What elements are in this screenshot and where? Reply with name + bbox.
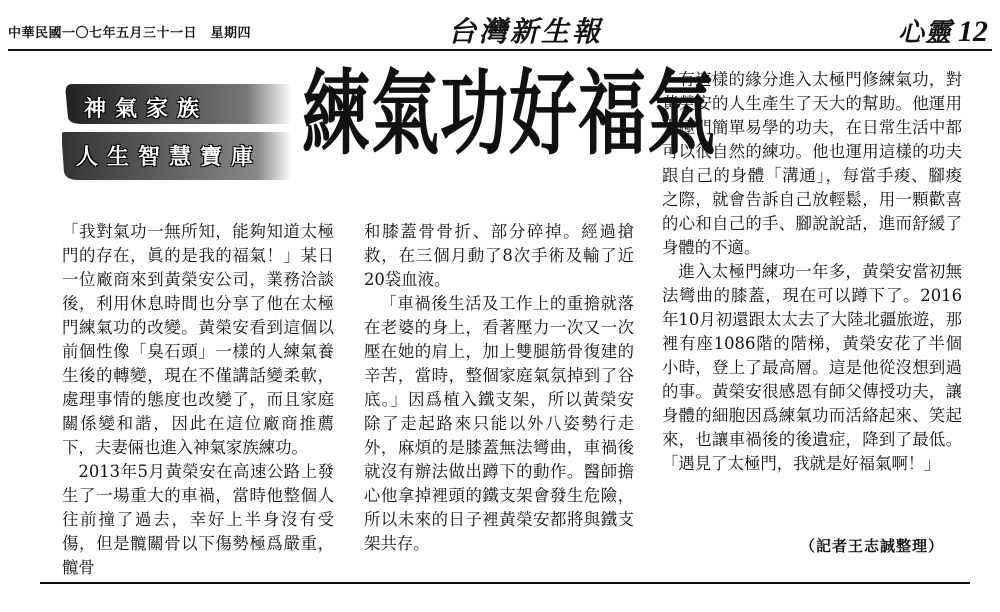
issue-date: 中華民國一〇七年五月三十一日 星期四 — [8, 26, 252, 41]
article-paragraph: 和膝蓋骨骨折、部分碎掉。經過搶救，在三個月動了8次手術及輸了近20袋血液。 — [364, 222, 634, 289]
article-byline: （記者王志誠整理） — [800, 537, 945, 555]
page-header — [8, 10, 992, 50]
page-number: 12 — [958, 15, 988, 48]
article-paragraph: 有這樣的緣分進入太極門修練氣功，對黃榮安的人生產生了天大的幫助。他運用太極門簡單易學的功夫，在日常生活中都可以很自然的練功。他也運用這樣的功夫跟自己的身體「溝通」，每當手痠、腳痠之際，就會告訴自己放輕鬆，用一顆歡喜的心和自己的手、腳說說話，進而舒緩了身體的不適。 — [662, 70, 962, 257]
banner-line-2: 人生智慧寶庫 — [76, 144, 263, 170]
article-column-2 — [364, 220, 634, 556]
section-label — [898, 12, 988, 49]
article-paragraph: 進入太極門練功一年多，黃榮安當初無法彎曲的膝蓋，現在可以蹲下了。2016年10月初還跟太太去了大陸北疆旅遊，那裡有座1086階的階梯，黃榮安花了半個小時，登上了最高層。這是他從沒想到過的事。黃榮安很感恩有師父傳授功夫，讓身體的細胞因爲練氣功而活絡起來、笑起來，也讓車禍後的後遺症，降到了最低。「遇見了太極門，我就是好福氣啊！」 — [662, 262, 962, 473]
article-column-3 — [662, 68, 962, 476]
article-paragraph: 「車禍後生活及工作上的重擔就落在老婆的身上，看著壓力一次又一次壓在她的肩上，加上雙腿筋骨復建的辛苦，當時，整個家庭氣氛掉到了谷底。」因爲植入鐵支架，所以黃榮安除了走起路來只能以外八姿勢行走外，麻煩的是膝蓋無法彎曲，車禍後就沒有辦法做出蹲下的動作。醫師擔心他拿掉裡頭的鐵支架會發生危險，所以未來的日子裡黃榮安都將與鐵支架共存。 — [364, 294, 634, 553]
article-paragraph: 「我對氣功一無所知，能夠知道太極門的存在，眞的是我的福氣！」某日一位廠商來到黃榮安公司，業務洽談後，利用休息時間也分享了他在太極門練氣功的改變。黃榮安看到這個以前個性像「臭石頭」一樣的人練氣養生後的轉變，現在不僅講話變柔軟，處理事情的態度也改變了，而且家庭關係變和諧，因此在這位廠商推薦下，夫妻倆也進入神氣家族練功。 — [62, 222, 334, 457]
header-divider — [8, 49, 992, 51]
article-headline: 練氣功好福氣 — [302, 60, 717, 169]
article-paragraph: 2013年5月黃榮安在高速公路上發生了一場重大的車禍，當時他整個人往前撞了過去，幸好上半身沒有受傷，但是髖關骨以下傷勢極爲嚴重，髖骨 — [62, 462, 334, 577]
article-column-1 — [62, 220, 334, 580]
banner-line-1: 神氣家族 — [84, 96, 209, 122]
newspaper-masthead: 台灣新生報 — [448, 15, 604, 48]
column-banner — [62, 78, 292, 188]
section-name: 心靈 — [897, 18, 952, 48]
footer-divider — [40, 582, 970, 584]
